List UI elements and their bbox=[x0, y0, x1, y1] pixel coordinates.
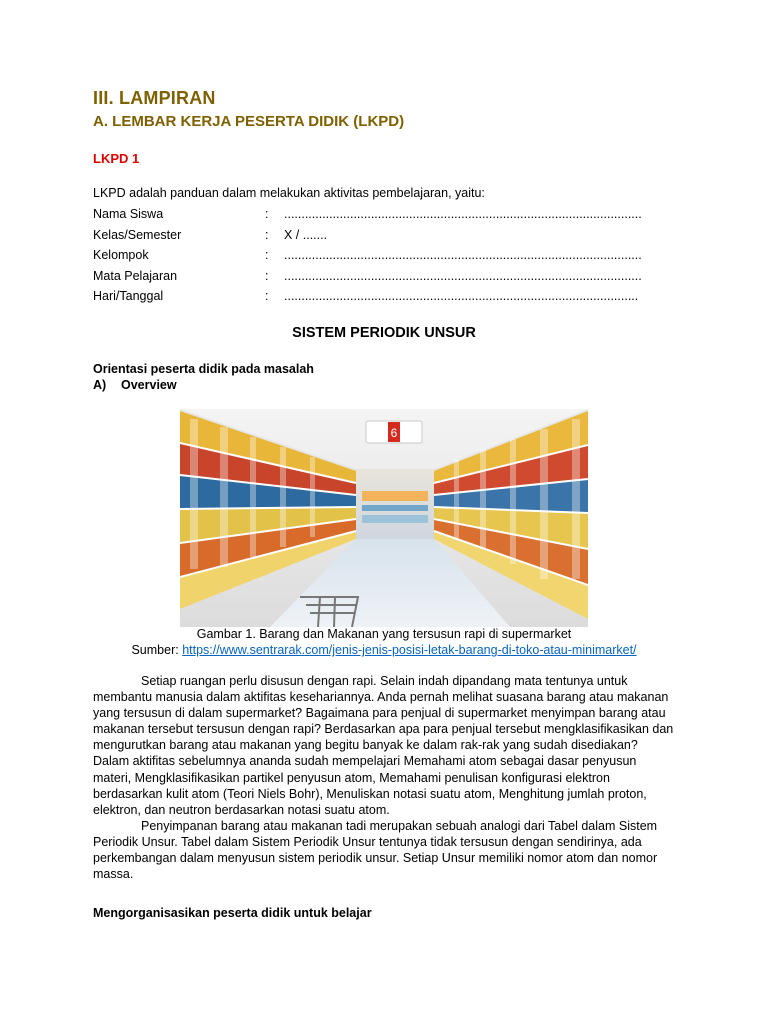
source-label: Sumber: bbox=[131, 643, 183, 657]
form-colon: : bbox=[265, 207, 269, 221]
form-colon: : bbox=[265, 248, 269, 262]
form-colon: : bbox=[265, 289, 269, 303]
form-value-dots: ....................................................................................................... bbox=[284, 268, 642, 283]
student-form bbox=[93, 207, 673, 310]
form-label: Hari/Tanggal bbox=[93, 289, 164, 303]
form-row-kelas bbox=[93, 228, 673, 249]
form-row-kelompok bbox=[93, 248, 673, 269]
aisle-sign-number: 6 bbox=[390, 426, 398, 440]
organize-heading: Mengorganisasikan peserta didik untuk belajar bbox=[93, 906, 372, 920]
orientation-heading: Orientasi peserta didik pada masalah bbox=[93, 362, 314, 376]
document-title: SISTEM PERIODIK UNSUR bbox=[292, 325, 476, 341]
form-row-mapel bbox=[93, 269, 673, 290]
overview-tag: A) bbox=[93, 378, 107, 392]
form-value-dots: X / ....... bbox=[284, 227, 328, 242]
lkpd-number: LKPD 1 bbox=[93, 151, 140, 166]
section-title: III. LAMPIRAN bbox=[93, 88, 216, 108]
form-label: Mata Pelajaran bbox=[93, 268, 178, 283]
figure-caption: Gambar 1. Barang dan Makanan yang tersusun rapi di supermarket bbox=[196, 627, 572, 641]
form-label: Kelas/Semester bbox=[93, 227, 182, 242]
overview-label: Overview bbox=[121, 378, 177, 392]
paragraph: Penyimpanan barang atau makanan tadi merupakan sebuah analogi dari Tabel dalam Sistem Periodik Unsur. Tabel dalam Sistem Periodik Unsur tentunya tidak tersusun dengan sendirinya, ada perkembangan dalam menyusun sistem periodik unsur. Setiap Unsur memiliki nomor atom dan nomor massa. bbox=[93, 818, 658, 882]
overview-heading bbox=[93, 378, 177, 392]
source-link[interactable]: https://www.sentrarak.com/jenis-jenis-posisi-letak-barang-di-toko-atau-minimarket/ bbox=[182, 643, 637, 657]
supermarket-aisle-photo bbox=[180, 409, 588, 627]
form-value-dots: ....................................................................................................... bbox=[284, 207, 642, 221]
form-label: Nama Siswa bbox=[93, 207, 164, 221]
figure-source bbox=[0, 643, 768, 657]
form-colon: : bbox=[265, 268, 269, 283]
form-row-tanggal bbox=[93, 289, 673, 310]
intro-text: LKPD adalah panduan dalam melakukan aktivitas pembelajaran, yaitu: bbox=[93, 186, 485, 200]
subsection-title: A. LEMBAR KERJA PESERTA DIDIK (LKPD) bbox=[93, 113, 405, 130]
body-text bbox=[93, 673, 677, 882]
form-value-dots: ....................................................................................................... bbox=[284, 248, 642, 262]
form-colon: : bbox=[265, 227, 269, 242]
form-value-dots: ...................................................................................................... bbox=[284, 289, 639, 303]
form-row-nama bbox=[93, 207, 673, 228]
form-label: Kelompok bbox=[93, 248, 149, 262]
paragraph: Setiap ruangan perlu disusun dengan rapi. Selain indah dipandang mata tentunya untuk membantu manusia dalam aktifitas kesehariannya. Anda pernah melihat suasana barang atau makanan yang tersusun di dalam supermarket? Bagaimana para penjual di supermarket menyimpan barang atau makanan tersebut tersusun dengan rapi? Berdasarkan apa para penjual tersebut mengklasifikasikan dan mengurutkan barang atau makanan yang begitu banyak ke dalam rak-rak yang sudah disediakan? Dalam aktifitas sebelumnya ananda sudah mempelajari Memahami atom sebagai dasar penyusun materi, Mengklasifikasikan partikel penyusun atom, Memahami penulisan konfigurasi elektron berdasarkan kulit atom (Teori Niels Bohr), Menuliskan notasi suatu atom, Menghitung jumlah proton, elektron, dan neutron berdasarkan notasi suatu atom. bbox=[93, 674, 674, 817]
